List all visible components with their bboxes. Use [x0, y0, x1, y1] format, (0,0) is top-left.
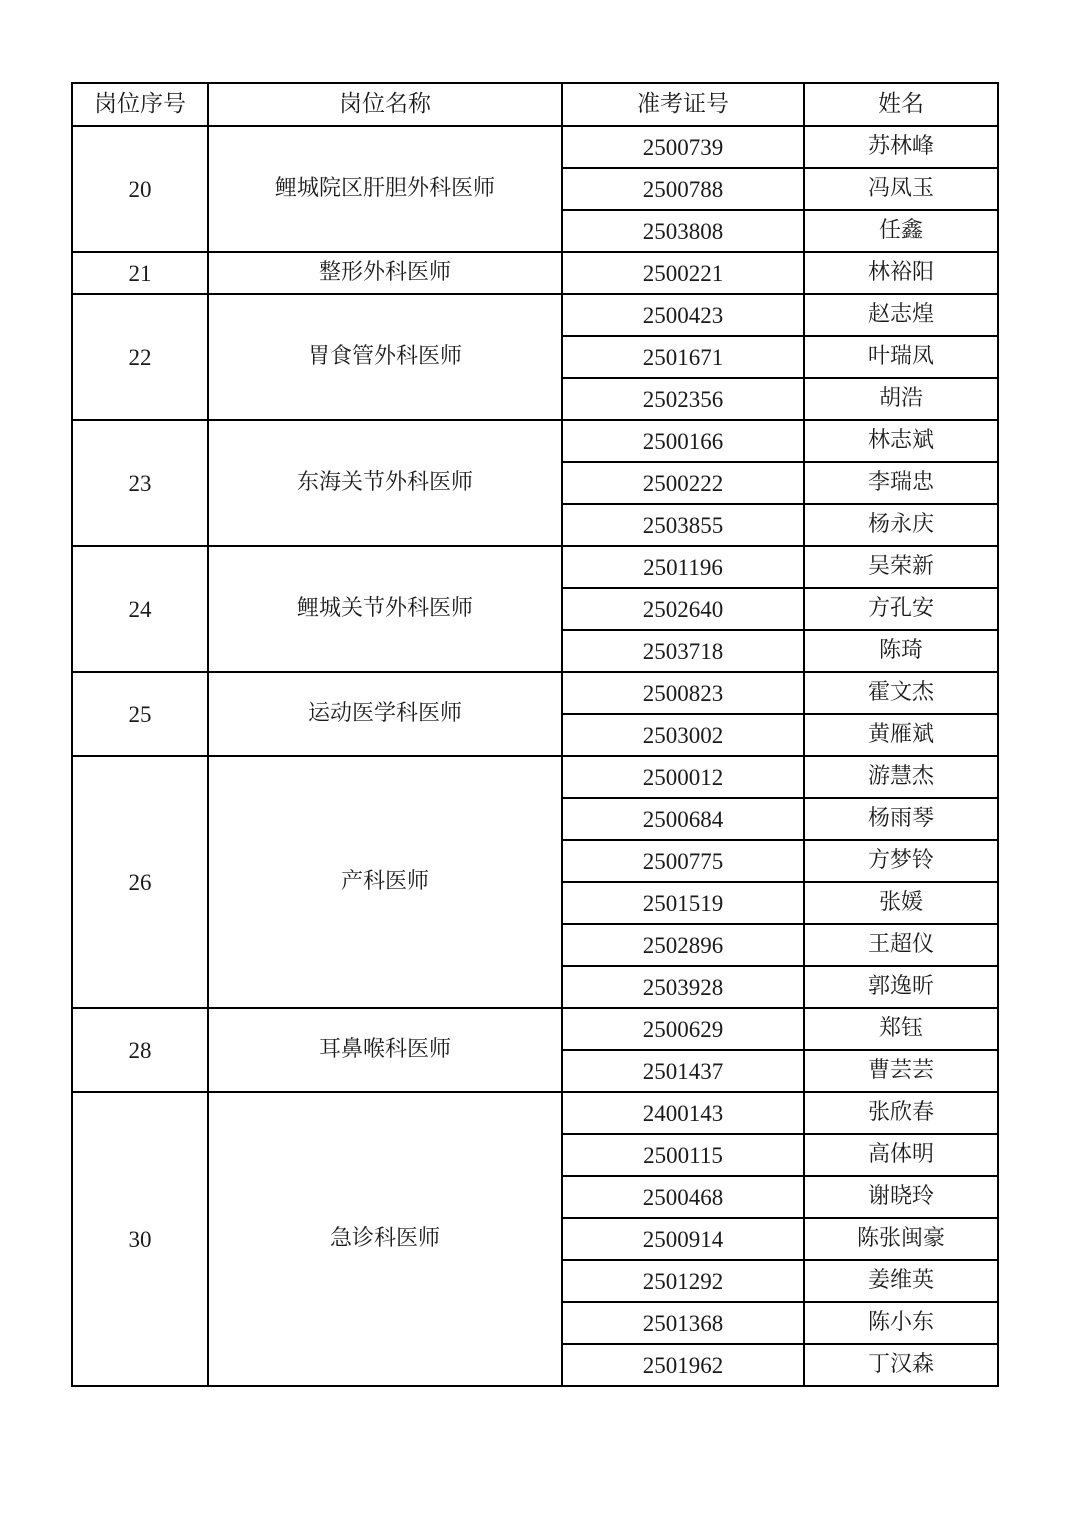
position-no-cell: 22	[72, 294, 208, 420]
exam-id-cell: 2500012	[562, 756, 804, 798]
candidate-name-cell: 陈张闽豪	[804, 1218, 998, 1260]
position-no-cell: 20	[72, 126, 208, 252]
candidate-name-cell: 冯凤玉	[804, 168, 998, 210]
exam-id-cell: 2400143	[562, 1092, 804, 1134]
table-row	[72, 546, 998, 588]
position-no-cell: 25	[72, 672, 208, 756]
exam-id-cell: 2502356	[562, 378, 804, 420]
candidate-name-cell: 高体明	[804, 1134, 998, 1176]
exam-id-cell: 2500629	[562, 1008, 804, 1050]
exam-id-cell: 2503855	[562, 504, 804, 546]
position-no-cell: 23	[72, 420, 208, 546]
position-name-cell: 急诊科医师	[208, 1092, 562, 1386]
candidate-name-cell: 霍文杰	[804, 672, 998, 714]
candidate-name-cell: 方梦铃	[804, 840, 998, 882]
table-row	[72, 1092, 998, 1134]
exam-id-cell: 2500423	[562, 294, 804, 336]
candidate-name-cell: 赵志煌	[804, 294, 998, 336]
candidate-name-cell: 李瑞忠	[804, 462, 998, 504]
candidate-name-cell: 张媛	[804, 882, 998, 924]
exam-id-cell: 2503808	[562, 210, 804, 252]
candidate-name-cell: 黄雁斌	[804, 714, 998, 756]
exam-id-cell: 2500221	[562, 252, 804, 294]
table-row	[72, 756, 998, 798]
candidate-name-cell: 林裕阳	[804, 252, 998, 294]
table-row	[72, 672, 998, 714]
position-name-cell: 耳鼻喉科医师	[208, 1008, 562, 1092]
position-name-cell: 产科医师	[208, 756, 562, 1008]
table-row	[72, 126, 998, 168]
exam-id-cell: 2500775	[562, 840, 804, 882]
exam-id-cell: 2501962	[562, 1344, 804, 1386]
candidate-name-cell: 游慧杰	[804, 756, 998, 798]
exam-id-cell: 2503002	[562, 714, 804, 756]
exam-id-cell: 2501519	[562, 882, 804, 924]
position-no-cell: 30	[72, 1092, 208, 1386]
candidate-name-cell: 谢晓玲	[804, 1176, 998, 1218]
position-name-cell: 东海关节外科医师	[208, 420, 562, 546]
table-row	[72, 294, 998, 336]
candidate-name-cell: 丁汉森	[804, 1344, 998, 1386]
exam-id-cell: 2501368	[562, 1302, 804, 1344]
exam-id-cell: 2500684	[562, 798, 804, 840]
position-no-cell: 26	[72, 756, 208, 1008]
exam-id-cell: 2501196	[562, 546, 804, 588]
exam-id-cell: 2500115	[562, 1134, 804, 1176]
exam-id-cell: 2500166	[562, 420, 804, 462]
candidate-name-cell: 张欣春	[804, 1092, 998, 1134]
candidate-name-cell: 任鑫	[804, 210, 998, 252]
exam-id-cell: 2502640	[562, 588, 804, 630]
candidate-name-cell: 方孔安	[804, 588, 998, 630]
exam-id-cell: 2500222	[562, 462, 804, 504]
exam-id-cell: 2503718	[562, 630, 804, 672]
candidate-name-cell: 郭逸昕	[804, 966, 998, 1008]
header-row	[72, 83, 998, 126]
table-row	[72, 252, 998, 294]
candidate-name-cell: 姜维英	[804, 1260, 998, 1302]
candidate-name-cell: 杨永庆	[804, 504, 998, 546]
position-name-cell: 胃食管外科医师	[208, 294, 562, 420]
candidate-table	[71, 82, 999, 1387]
position-name-cell: 整形外科医师	[208, 252, 562, 294]
exam-id-cell: 2500739	[562, 126, 804, 168]
exam-id-cell: 2501671	[562, 336, 804, 378]
exam-id-cell: 2500823	[562, 672, 804, 714]
position-no-cell: 24	[72, 546, 208, 672]
exam-id-cell: 2501437	[562, 1050, 804, 1092]
header-name: 姓名	[804, 83, 998, 126]
candidate-name-cell: 曹芸芸	[804, 1050, 998, 1092]
position-no-cell: 21	[72, 252, 208, 294]
candidate-name-cell: 吴荣新	[804, 546, 998, 588]
exam-id-cell: 2502896	[562, 924, 804, 966]
candidate-name-cell: 陈琦	[804, 630, 998, 672]
header-exam-id: 准考证号	[562, 83, 804, 126]
table-body	[72, 126, 998, 1386]
exam-id-cell: 2500788	[562, 168, 804, 210]
candidate-name-cell: 郑钰	[804, 1008, 998, 1050]
candidate-name-cell: 苏林峰	[804, 126, 998, 168]
exam-id-cell: 2501292	[562, 1260, 804, 1302]
table-row	[72, 420, 998, 462]
exam-id-cell: 2503928	[562, 966, 804, 1008]
candidate-name-cell: 杨雨琴	[804, 798, 998, 840]
header-position-name: 岗位名称	[208, 83, 562, 126]
candidate-name-cell: 王超仪	[804, 924, 998, 966]
header-position-no: 岗位序号	[72, 83, 208, 126]
candidate-name-cell: 陈小东	[804, 1302, 998, 1344]
position-name-cell: 鲤城院区肝胆外科医师	[208, 126, 562, 252]
exam-id-cell: 2500468	[562, 1176, 804, 1218]
position-name-cell: 鲤城关节外科医师	[208, 546, 562, 672]
candidate-name-cell: 叶瑞凤	[804, 336, 998, 378]
position-name-cell: 运动医学科医师	[208, 672, 562, 756]
position-no-cell: 28	[72, 1008, 208, 1092]
exam-id-cell: 2500914	[562, 1218, 804, 1260]
table-row	[72, 1008, 998, 1050]
candidate-name-cell: 林志斌	[804, 420, 998, 462]
candidate-name-cell: 胡浩	[804, 378, 998, 420]
